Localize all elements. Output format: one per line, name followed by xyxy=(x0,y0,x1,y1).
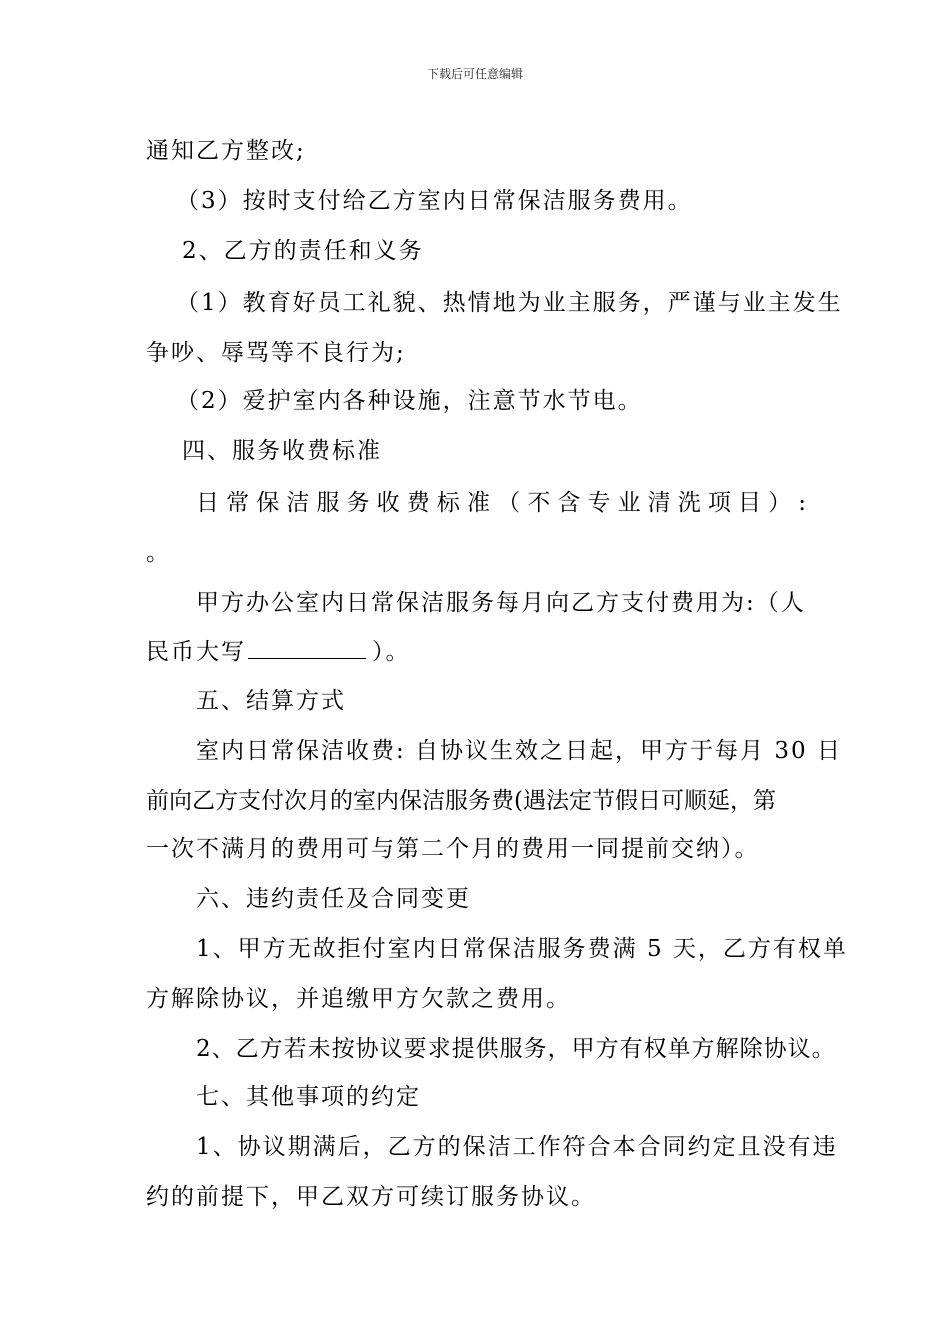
paragraph-line: 前向乙方支付次月的室内保洁服务费(遇法定节假日可顺延，第 xyxy=(146,788,776,814)
paragraph-line: 1、协议期满后，乙方的保洁工作符合本合同约定且没有违 xyxy=(196,1134,838,1160)
section-subheading: 2、乙方的责任和义务 xyxy=(182,238,424,264)
paragraph-line: 争吵、辱骂等不良行为; xyxy=(146,340,406,366)
paragraph-line: （2）爱护室内各种设施，注意节水节电。 xyxy=(176,388,643,414)
paragraph-line: 约的前提下，甲乙双方可续订服务协议。 xyxy=(146,1184,596,1210)
paragraph-line: 日常保洁服务收费标准（不含专业清洗项目）: xyxy=(196,490,806,516)
paragraph-line: 2、乙方若未按协议要求提供服务，甲方有权单方解除协议。 xyxy=(196,1036,836,1062)
page-header: 下载后可任意编辑 xyxy=(426,67,523,81)
paragraph-line: 甲方办公室内日常保洁服务每月向乙方支付费用为:（人 xyxy=(196,590,806,616)
section-heading: 七、其他事项的约定 xyxy=(196,1084,421,1110)
section-heading: 五、结算方式 xyxy=(196,688,346,714)
paragraph-text: ）。 xyxy=(372,639,411,665)
paragraph-line: 通知乙方整改; xyxy=(146,138,306,164)
section-heading: 四、服务收费标准 xyxy=(182,438,382,464)
paragraph-text: 民币大写 xyxy=(146,639,246,665)
paragraph-line: 。 xyxy=(146,540,171,566)
paragraph-line xyxy=(146,636,411,667)
paragraph-line: （3）按时支付给乙方室内日常保洁服务费用。 xyxy=(176,188,693,214)
paragraph-line: 一次不满月的费用可与第二个月的费用一同提前交纳）。 xyxy=(146,836,760,862)
paragraph-line: （1）教育好员工礼貌、热情地为业主服务，严谨与业主发生 xyxy=(176,290,843,316)
paragraph-line: 1、甲方无故拒付室内日常保洁服务费满 5 天，乙方有权单 xyxy=(196,936,848,962)
paragraph-line: 方解除协议，并追缴甲方欠款之费用。 xyxy=(146,986,571,1012)
paragraph-line: 室内日常保洁收费: 自协议生效之日起，甲方于每月 30 日 xyxy=(196,738,842,764)
fill-in-blank xyxy=(248,636,366,659)
section-heading: 六、违约责任及合同变更 xyxy=(196,886,471,912)
